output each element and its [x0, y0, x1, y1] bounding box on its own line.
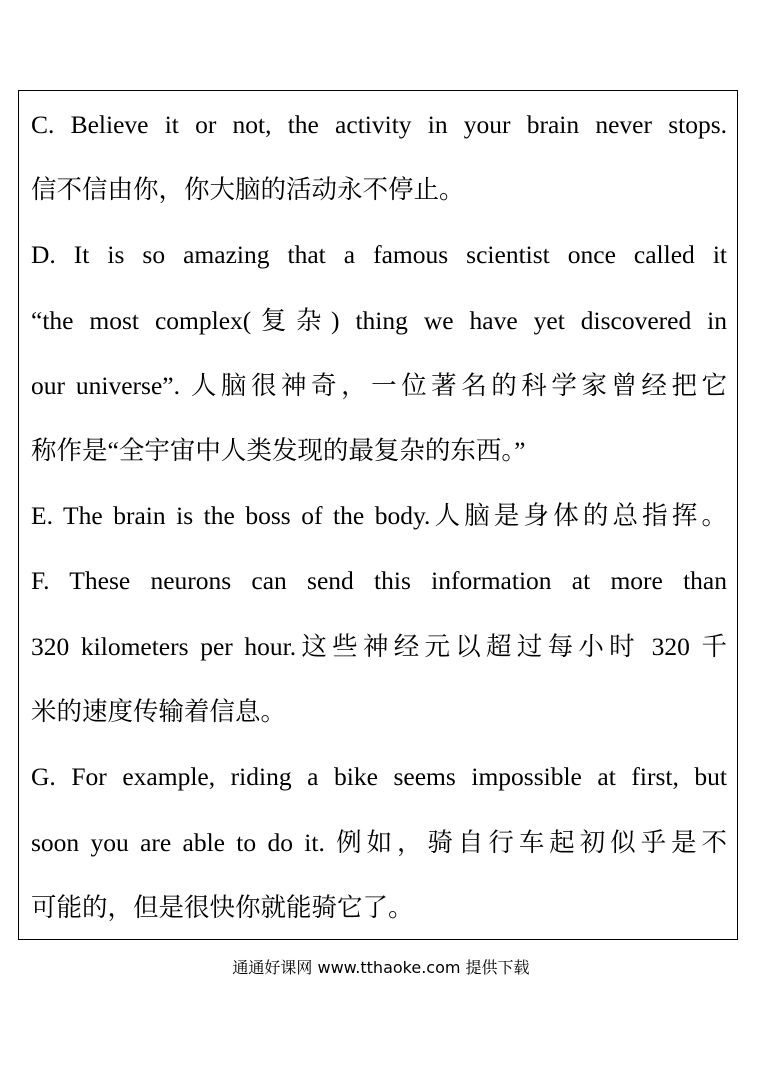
option-e-line: E. The brain is the boss of the body.人脑是身体的总指挥。: [31, 501, 727, 530]
content-box: [18, 90, 738, 940]
option-g-line-2: soon you are able to do it. 例如，骑自行车起初似乎是不: [31, 828, 727, 857]
option-g-translation: 可能的，但是很快你就能骑它了。: [31, 893, 414, 922]
option-f-translation: 米的速度传输着信息。: [31, 697, 287, 726]
option-g-line-1: G. For example, riding a bike seems impossible at first, but: [31, 762, 727, 791]
option-d-line-1: D. It is so amazing that a famous scientist once called it: [31, 240, 727, 269]
option-c-translation: 信不信由你，你大脑的活动永不停止。: [31, 175, 465, 204]
option-d-line-3: our universe”. 人脑很神奇，一位著名的科学家曾经把它: [31, 371, 727, 400]
footer-source-text: 通通好课网 www.tthaoke.com 提供下载: [232, 958, 530, 977]
option-f-line-1: F. These neurons can send this information at more than: [31, 566, 727, 595]
option-d-line-2: “the most complex(复杂) thing we have yet discovered in: [31, 306, 727, 335]
option-f-line-2: 320 kilometers per hour.这些神经元以超过每小时 320 千: [31, 632, 727, 661]
option-d-translation: 称作是“全宇宙中人类发现的最复杂的东西。”: [31, 436, 526, 465]
option-c-line-1: C. Believe it or not, the activity in your brain never stops.: [31, 110, 727, 139]
